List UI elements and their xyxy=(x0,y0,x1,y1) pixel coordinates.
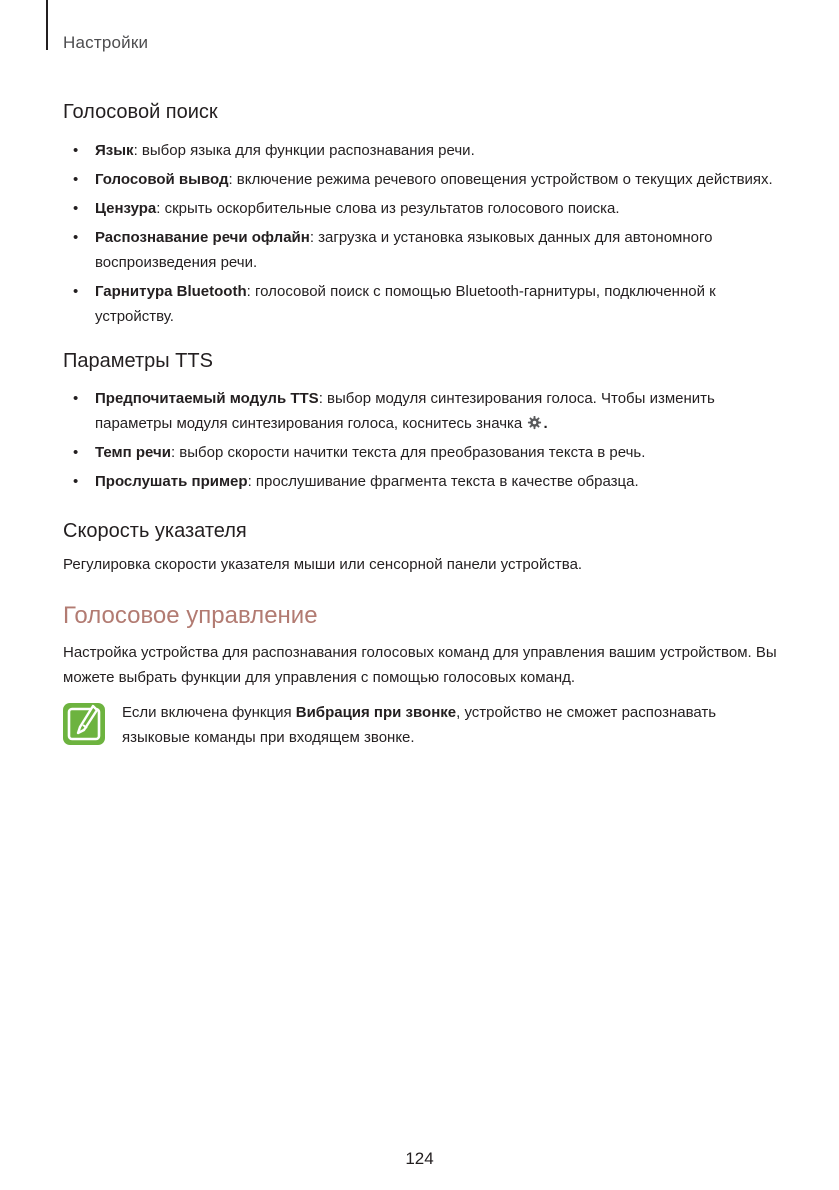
list-item xyxy=(63,469,783,494)
item-text: : выбор модуля синтезирования голоса. Чтобы изменить параметры модуля синтезирования голоса, коснитесь значка xyxy=(95,390,715,432)
note-text-start: Если включена функция xyxy=(122,704,296,721)
note-pencil-icon xyxy=(63,703,105,745)
list-item xyxy=(63,279,783,329)
item-text-end: . xyxy=(543,415,548,432)
note-box xyxy=(63,700,783,750)
note-text-end: , устройство не сможет распознавать языковые команды при входящем звонке. xyxy=(122,704,717,746)
item-term: Голосовой вывод xyxy=(95,171,229,188)
list-item xyxy=(63,386,783,436)
gear-icon xyxy=(527,413,542,428)
item-term: Язык xyxy=(95,142,134,159)
page-margin-rule xyxy=(46,0,48,50)
item-term: Распознавание речи офлайн xyxy=(95,229,310,246)
item-term: Цензура xyxy=(95,200,157,217)
list-item xyxy=(63,440,783,465)
voice-control-heading: Голосовое управление xyxy=(63,602,318,629)
note-text xyxy=(122,700,783,750)
pointer-speed-heading: Скорость указателя xyxy=(63,520,247,542)
pointer-speed-description: Регулировка скорости указателя мыши или сенсорной панели устройства. xyxy=(63,556,583,573)
item-term: Предпочитаемый модуль TTS xyxy=(95,390,319,407)
list-item xyxy=(63,138,783,163)
item-text: : скрыть оскорбительные слова из результатов голосового поиска. xyxy=(156,200,620,217)
item-text: : прослушивание фрагмента текста в качестве образца. xyxy=(247,473,639,490)
item-text: : выбор языка для функции распознавания речи. xyxy=(133,142,475,159)
page-number: 124 xyxy=(405,1149,434,1168)
list-item xyxy=(63,225,783,275)
note-term: Вибрация при звонке xyxy=(295,704,457,721)
voice-search-heading: Голосовой поиск xyxy=(63,101,218,123)
item-text: : включение режима речевого оповещения устройством о текущих действиях. xyxy=(228,171,773,188)
item-text: : выбор скорости начитки текста для преобразования текста в речь. xyxy=(170,444,646,461)
tts-heading: Параметры TTS xyxy=(63,350,213,372)
voice-search-list xyxy=(63,138,783,329)
page-content xyxy=(63,99,783,750)
voice-control-description: Настройка устройства для распознавания голосовых команд для управления вашим устройством. Вы можете выбрать функции для управления с помощью голосовых команд. xyxy=(63,644,777,686)
list-item xyxy=(63,167,783,192)
running-header: Настройки xyxy=(63,33,149,52)
item-term: Темп речи xyxy=(95,444,171,461)
list-item xyxy=(63,196,783,221)
item-term: Гарнитура Bluetooth xyxy=(95,283,247,300)
tts-list xyxy=(63,386,783,494)
item-text: : голосовой поиск с помощью Bluetooth-гарнитуры, подключенной к устройству. xyxy=(95,283,716,325)
item-text: : загрузка и установка языковых данных для автономного воспроизведения речи. xyxy=(95,229,713,271)
item-term: Прослушать пример xyxy=(95,473,248,490)
